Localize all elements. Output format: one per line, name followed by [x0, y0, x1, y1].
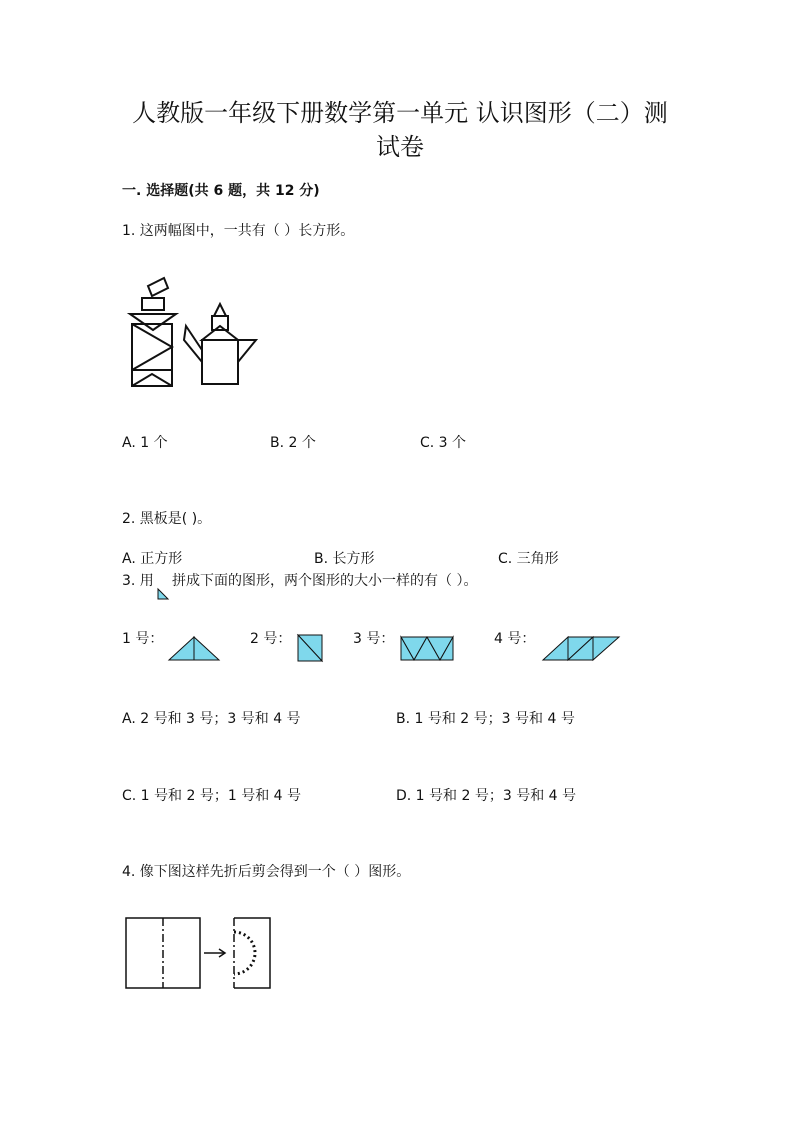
q3-figure-4 — [542, 636, 620, 662]
q3-label-2: 2 号： — [250, 631, 292, 647]
q2-option-a[interactable]: A. 正方形 — [122, 551, 183, 567]
q3-label-1: 1 号： — [122, 631, 164, 647]
q3-option-d[interactable]: D. 1 号和 2 号；3 号和 4 号 — [396, 788, 577, 804]
q3-label-3: 3 号： — [353, 631, 395, 647]
q3-option-a[interactable]: A. 2 号和 3 号；3 号和 4 号 — [122, 711, 301, 727]
title-line-1: 人教版一年级下册数学第一单元 认识图形（二）测 — [132, 99, 668, 127]
q2-stem: 2. 黑板是( )。 — [122, 511, 212, 527]
q1-figure-robot — [126, 274, 186, 389]
q3-stem-post: 拼成下面的图形，两个图形的大小一样的有（ ）。 — [172, 573, 478, 589]
q3-figure-3 — [400, 636, 454, 662]
q1-stem: 1. 这两幅图中，一共有（ ）长方形。 — [122, 223, 355, 239]
q3-option-b[interactable]: B. 1 号和 2 号；3 号和 4 号 — [396, 711, 575, 727]
q3-label-4: 4 号： — [494, 631, 536, 647]
q3-small-triangle-icon — [157, 588, 169, 600]
q4-stem: 4. 像下图这样先折后剪会得到一个（ ）图形。 — [122, 864, 411, 880]
q1-option-a[interactable]: A. 1 个 — [122, 435, 168, 451]
q3-figure-1 — [168, 636, 220, 662]
q1-option-c[interactable]: C. 3 个 — [420, 435, 467, 451]
q3-figure-2 — [297, 634, 323, 662]
q1-option-b[interactable]: B. 2 个 — [270, 435, 316, 451]
q3-stem-pre: 3. 用 — [122, 573, 154, 589]
q3-option-c[interactable]: C. 1 号和 2 号；1 号和 4 号 — [122, 788, 302, 804]
page-title — [100, 96, 700, 164]
q1-figure-teapot — [182, 300, 262, 390]
q4-fold-cut-figure — [124, 914, 274, 994]
q2-option-c[interactable]: C. 三角形 — [498, 551, 559, 567]
q2-option-b[interactable]: B. 长方形 — [314, 551, 375, 567]
section-heading: 一. 选择题(共 6 题，共 12 分) — [122, 183, 320, 199]
title-line-2: 试卷 — [376, 133, 424, 161]
